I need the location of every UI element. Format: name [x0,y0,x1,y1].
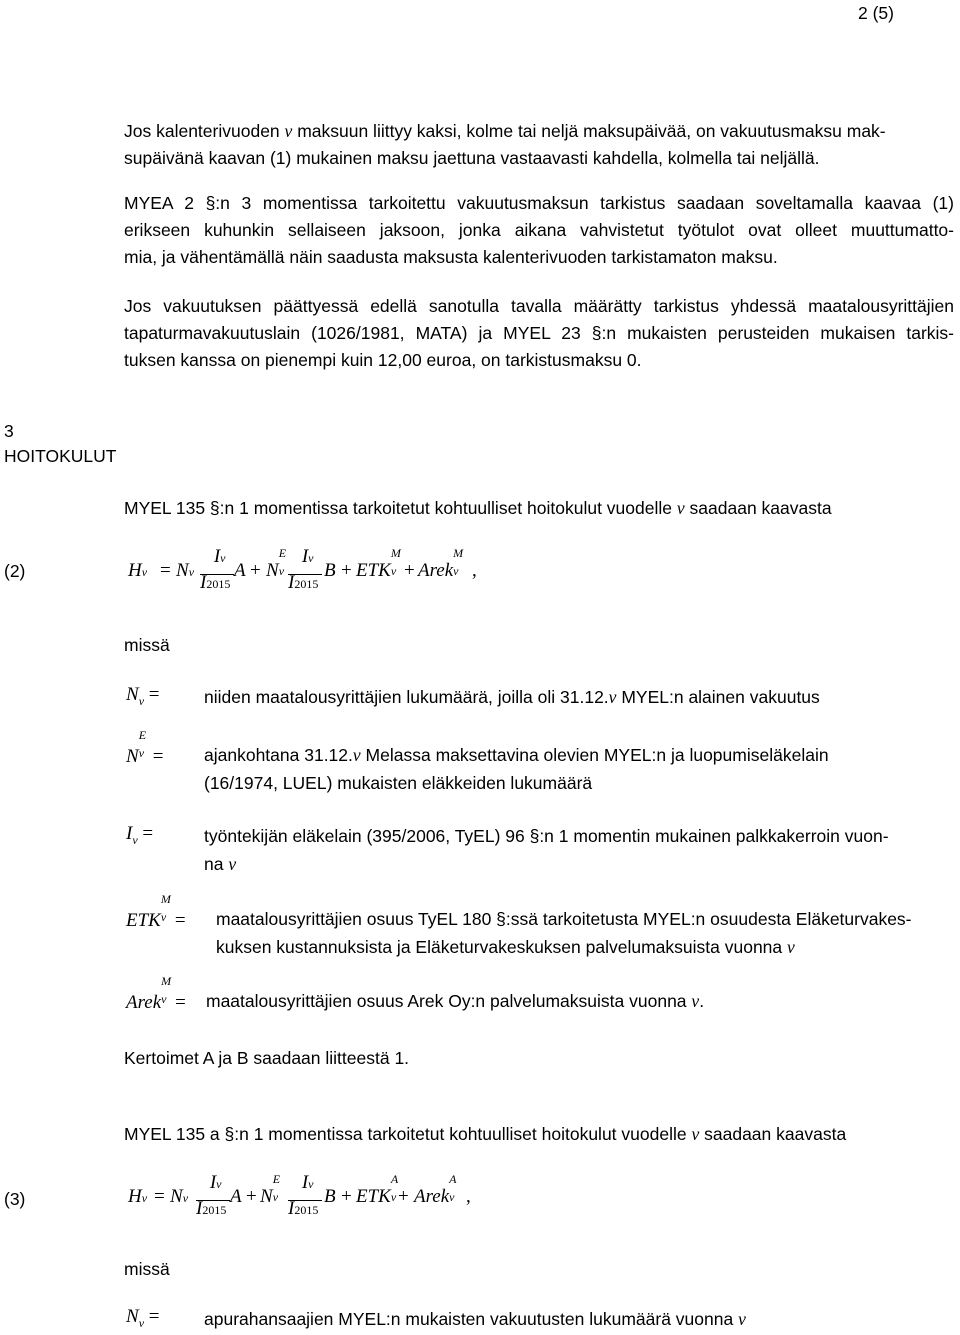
formula3-arek-sup: A [449,1172,457,1186]
para3-line1: Jos vakuutuksen päättyessä edellä sanotulla tavalla määrätty tarkistus yhdessä maatalousyrittäjien [124,296,954,316]
formula3-label: (3) [4,1189,26,1209]
var-v: v [352,745,361,765]
def-ETK-line1: maatalousyrittäjien osuus TyEL 180 §:ssä tarkoitetusta MYEL:n osuudesta Eläketurvakes- [216,909,912,929]
def-Iv-symbol: $I_v$ = [126,823,154,847]
def-Arek-text: maatalousyrittäjien osuus Arek Oy:n palvelumaksuista vuonna v. [206,991,705,1011]
paragraph-2 [124,190,954,271]
para1-line1: Jos kalenterivuoden [124,121,280,141]
para2-line1: MYEA 2 §:n 3 momentissa tarkoitettu vakuutusmaksun tarkistus saadaan soveltamalla kaavaa (1) [124,193,954,213]
para2-line2: erikseen kuhunkin sellaiseen jaksoon, jonka aikana vahvistetut työtulot ovat olleet muuttumatto- [124,220,954,240]
formula3-intro [124,1121,846,1148]
formula2-arek-sup: M [453,546,464,560]
def3-Nv-text [204,1306,746,1333]
def-ETK-symbol: ETK M v = [126,892,186,931]
def-Iv-line2-text: na [204,854,224,874]
para3-line3: tuksen kanssa on pienempi kuin 12,00 euroa, on tarkistusmaksu 0. [124,350,642,370]
def-Nv-text-main: niiden maatalousyrittäjien lukumäärä, joilla oli 31.12. [204,687,609,707]
def-ETK-line2 [216,934,795,961]
var-v: v [676,498,685,518]
def-Arek-text-main: maatalousyrittäjien osuus Arek Oy:n palvelumaksuista vuonna [206,991,687,1011]
def-Nv-text-tail: MYEL:n alainen vakuutus [621,687,820,707]
def-Nv-symbol: $N_v$ = [126,684,160,708]
var-v: v [284,121,293,141]
def-NvE-line2: (16/1974, LUEL) mukaisten eläkkeiden lukumäärä [204,773,593,793]
coefficients-note: Kertoimet A ja B saadaan liitteestä 1. [124,1048,410,1068]
def-Nv-text [204,684,820,711]
formula2-label: (2) [4,561,26,581]
def-NvE-line1 [204,742,829,769]
formula3-intro-text: MYEL 135 a §:n 1 momentissa tarkoitetut kohtuulliset hoitokulut vuodelle [124,1124,687,1144]
formula3-intro-tail: saadaan kaavasta [704,1124,847,1144]
def-ETK-line2-text: kuksen kustannuksista ja Eläketurvakeskuksen palvelumaksuista vuonna [216,937,783,957]
def-NvE-line1-b: Melassa maksettavina olevien MYEL:n ja luopumiseläkelain [365,745,829,765]
var-v: v [691,991,700,1011]
def3-Nv-text-main: apurahansaajien MYEL:n mukaisten vakuutusten lukumäärä vuonna [204,1309,734,1329]
para1-line2: supäivänä kaavan (1) mukainen maksu jaettuna vastaavasti kahdella, kolmella tai neljällä. [124,148,820,168]
missa-label-1: missä [124,635,170,655]
formula-3: H v = N v I v I 2015 A + N E v I v I 2015 B + ETK A v + Arek A v , [128,1172,471,1219]
para3-line2: tapaturmavakuutuslain (1026/1981, MATA) ja MYEL 23 §:n mukaisten perusteiden mukaisen tarkis- [124,323,954,343]
def-Iv-line1: työntekijän eläkelain (395/2006, TyEL) 96 §:n 1 momentin mukainen palkkakerroin vuon- [204,826,889,846]
formula3-etk-sup: A [390,1172,399,1186]
formula-2: H v = N v I v I 2015 A + N E v I v I 2015 B + ETK M v + Arek M v , [128,546,477,593]
def-NvE-symbol: N E v = [126,728,164,767]
formula2-intro [124,495,832,522]
section-number: 3 [4,421,14,441]
section-title: HOITOKULUT [4,446,117,466]
def-ETK-sup: M [160,892,171,906]
para2-line3: mia, ja vähentämällä näin saadusta maksusta kalenterivuoden tarkistamaton maksu. [124,247,778,267]
def-Arek-symbol: Arek M v = [126,974,186,1013]
formula2-etk-sup: M [390,546,401,560]
paragraph-1 [124,118,954,172]
page-number: 2 (5) [858,3,894,23]
formula2-intro-tail: saadaan kaavasta [689,498,832,518]
formula2-intro-text: MYEL 135 §:n 1 momentissa tarkoitetut kohtuulliset hoitokulut vuodelle [124,498,672,518]
missa-label-2: missä [124,1259,170,1279]
def-Iv-line2 [204,851,236,878]
var-v: v [228,854,237,874]
def-Arek-sup: M [161,974,172,988]
var-v: v [787,937,795,957]
def-NvE-line1-a: ajankohtana 31.12. [204,745,353,765]
var-v: v [691,1124,700,1144]
var-v: v [608,687,617,707]
paragraph-3 [124,293,954,374]
def3-Nv-symbol: $N_v$ = [126,1306,160,1330]
para1-line1b: maksuun liittyy kaksi, kolme tai neljä maksupäivää, on vakuutusmaksu mak- [297,121,886,141]
var-v: v [738,1309,746,1329]
